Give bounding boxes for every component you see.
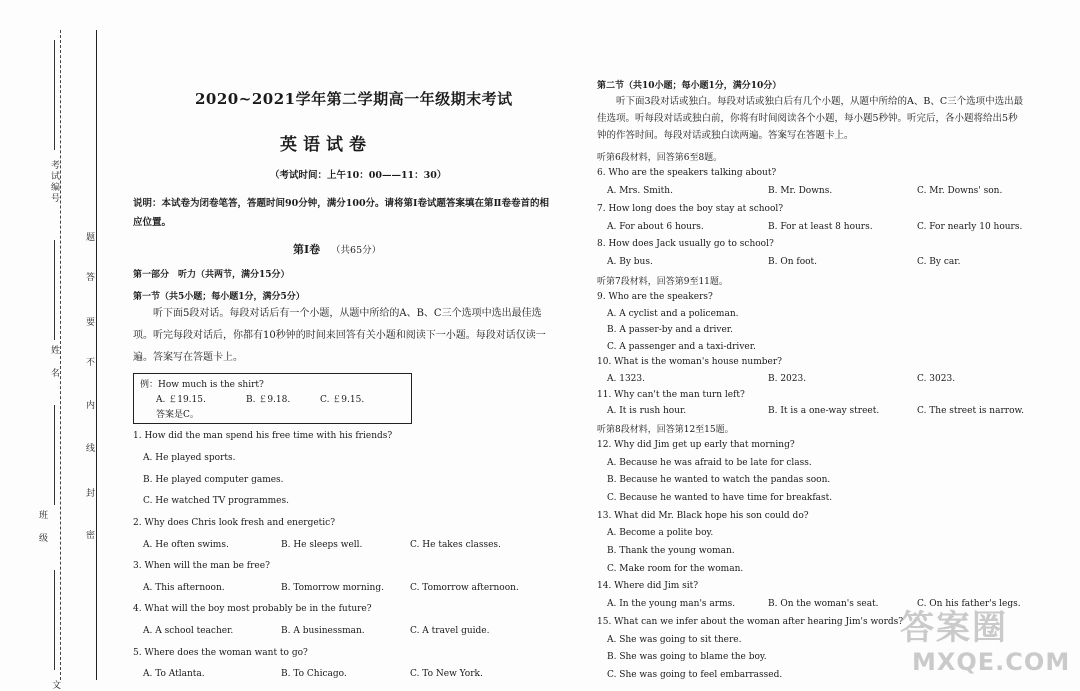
- q14-option-b: B. On the woman's seat.: [768, 599, 879, 609]
- material-6: 听第6段材料，回答第6至8题。: [597, 153, 723, 163]
- q2-option-b: B. He sleeps well.: [281, 540, 363, 550]
- q1-option-c: C. He watched TV programmes.: [143, 496, 289, 506]
- q4-option-b: B. A businessman.: [281, 626, 365, 636]
- q7-option-c: C. For nearly 10 hours.: [917, 222, 1023, 232]
- q1-option-b: B. He played computer games.: [143, 475, 284, 485]
- question-7: 7. How long does the boy stay at school?: [597, 204, 784, 214]
- question-1: 1. How did the man spend his free time with his friends?: [133, 431, 393, 441]
- section1-heading: 第一节（共5小题；每小题1分，满分5分）: [133, 292, 305, 302]
- example-box: [133, 373, 412, 424]
- q9-option-c: C. A passenger and a taxi-driver.: [607, 342, 756, 352]
- material-7: 听第7段材料，回答第9至11题。: [597, 277, 728, 287]
- q14-option-c: C. On his father's legs.: [917, 599, 1021, 609]
- q15-option-a: A. She was going to sit there.: [607, 635, 742, 645]
- q11-option-a: A. It is rush hour.: [607, 406, 687, 416]
- q13-option-c: C. Make room for the woman.: [607, 564, 744, 574]
- subject-title: 英语试卷: [280, 135, 372, 155]
- q14-option-a: A. In the young man's arms.: [607, 599, 736, 609]
- question-3: 3. When will the man be free?: [133, 561, 270, 571]
- section2-heading: 第二节（共10小题；每小题1分，满分10分）: [597, 81, 782, 91]
- seal-char-3: 要: [86, 318, 96, 328]
- instructions: 说明：本试卷为闭卷笔答，答题时间90分钟，满分100分。请将第Ⅰ卷试题答案填在第Ⅱ卷卷首的相应位置。: [133, 198, 550, 228]
- q10-option-a: A. 1323.: [607, 374, 645, 384]
- q5-option-b: B. To Chicago.: [281, 669, 347, 679]
- part1-heading: 第一部分 听力（共两节，满分15分）: [133, 270, 290, 280]
- section2-directions: 听下面3段对话或独白。每段对话或独白后有几个小题，从题中所给的A、B、C三个选项中选出最佳选项。听每段对话或独白前，你将有时间阅读各个小题，每小题5秒钟。听完后，各小题将给出5秒钟的作答时间。每段对话或独白读两遍。答案写在答题卡上。: [597, 96, 1024, 141]
- q2-option-a: A. He often swims.: [143, 540, 229, 550]
- question-13: 13. What did Mr. Black hope his son could do?: [597, 511, 809, 521]
- q8-option-b: B. On foot.: [768, 257, 818, 267]
- q5-option-a: A. To Atlanta.: [143, 669, 205, 679]
- q7-option-a: A. For about 6 hours.: [607, 222, 704, 232]
- watermark-site: MXQE.COM: [912, 648, 1071, 676]
- name-blank: [54, 240, 55, 340]
- q6-option-c: C. Mr. Downs' son.: [917, 186, 1003, 196]
- q8-option-a: A. By bus.: [607, 257, 653, 267]
- q12-option-b: B. Because he wanted to watch the pandas soon.: [607, 475, 831, 485]
- q12-option-c: C. Because he wanted to have time for breakfast.: [607, 493, 833, 503]
- q13-option-b: B. Thank the young woman.: [607, 546, 735, 556]
- q7-option-b: B. For at least 8 hours.: [768, 222, 873, 232]
- q5-option-c: C. To New York.: [410, 669, 483, 679]
- question-12: 12. Why did Jim get up early that morning?: [597, 440, 795, 450]
- question-6: 6. Who are the speakers talking about?: [597, 168, 777, 178]
- q15-option-c: C. She was going to feel embarrassed.: [607, 670, 783, 680]
- binding-margin: [0, 0, 110, 690]
- q3-option-a: A. This afternoon.: [143, 583, 225, 593]
- q9-option-a: A. A cyclist and a policeman.: [607, 309, 739, 319]
- q3-option-b: B. Tomorrow morning.: [281, 583, 384, 593]
- q6-option-a: A. Mrs. Smith.: [607, 186, 673, 196]
- section1-directions: 听下面5段对话。每段对话后有一个小题，从题中所给的A、B、C三个选项中选出最佳选项。听完每段对话后，你都有10秒钟的时间来回答有关小题和阅读下一小题。每段对话仅读一遍。答案写在答题卡上。: [133, 308, 546, 363]
- volume-score: （共65分）: [331, 245, 382, 256]
- volume-title: 第Ⅰ卷: [293, 243, 321, 256]
- name-label: 姓名: [49, 345, 59, 391]
- q8-option-c: C. By car.: [917, 257, 961, 267]
- seal-char-6: 线: [86, 444, 96, 454]
- seal-char-4: 不: [86, 358, 96, 368]
- q2-option-c: C. He takes classes.: [410, 540, 501, 550]
- q11-option-c: C. The street is narrow.: [917, 406, 1024, 416]
- question-15: 15. What can we infer about the woman after hearing Jim's words?: [597, 617, 904, 627]
- class-blank: [54, 405, 55, 505]
- q4-option-a: A. A school teacher.: [143, 626, 234, 636]
- question-4: 4. What will the boy most probably be in the future?: [133, 604, 372, 614]
- example-answer: 答案是C。: [156, 410, 199, 420]
- example-option-a: A. ￡19.15.: [156, 395, 206, 405]
- exam-time: （考试时间：上午10：00——11：30）: [270, 170, 447, 181]
- question-14: 14. Where did Jim sit?: [597, 581, 699, 591]
- exam-title: 2020~2021学年第二学期高一年级期末考试: [195, 90, 513, 108]
- example-question: 例：How much is the shirt?: [140, 380, 264, 390]
- seal-char-7: 封: [86, 489, 96, 499]
- class-label: 班级: [37, 510, 47, 556]
- seal-char-2: 答: [86, 273, 96, 283]
- q11-option-b: B. It is a one-way street.: [768, 406, 880, 416]
- seal-char-1: 题: [86, 233, 96, 243]
- q12-option-a: A. Because he was afraid to be late for class.: [607, 458, 812, 468]
- q1-option-a: A. He played sports.: [143, 453, 236, 463]
- bottom-char: 文: [52, 681, 62, 691]
- watermark-logo: 答案圈: [900, 608, 1008, 648]
- bottom-blank: [54, 570, 55, 670]
- question-8: 8. How does Jack usually go to school?: [597, 239, 774, 249]
- example-option-b: B. ￡9.18.: [246, 395, 291, 405]
- seal-char-5: 内: [86, 401, 96, 411]
- q10-option-c: C. 3023.: [917, 374, 956, 384]
- q15-option-b: B. She was going to blame the boy.: [607, 652, 767, 662]
- exam-number-blank: [54, 40, 55, 150]
- q3-option-c: C. Tomorrow afternoon.: [410, 583, 519, 593]
- material-8: 听第8段材料，回答第12至15题。: [597, 425, 734, 435]
- volume-heading: [293, 241, 381, 257]
- question-10: 10. What is the woman's house number?: [597, 357, 782, 367]
- binding-line: [96, 30, 97, 680]
- q10-option-b: B. 2023.: [768, 374, 807, 384]
- question-11: 11. Why can't the man turn left?: [597, 390, 745, 400]
- question-9: 9. Who are the speakers?: [597, 292, 713, 302]
- question-5: 5. Where does the woman want to go?: [133, 648, 308, 658]
- q4-option-c: C. A travel guide.: [410, 626, 490, 636]
- q6-option-b: B. Mr. Downs.: [768, 186, 833, 196]
- exam-number-label: 考试编号: [49, 160, 59, 204]
- question-2: 2. Why does Chris look fresh and energetic?: [133, 518, 336, 528]
- q9-option-b: B. A passer-by and a driver.: [607, 325, 733, 335]
- example-option-c: C. ￡9.15.: [320, 395, 365, 405]
- seal-char-8: 密: [86, 531, 96, 541]
- q13-option-a: A. Become a polite boy.: [607, 528, 714, 538]
